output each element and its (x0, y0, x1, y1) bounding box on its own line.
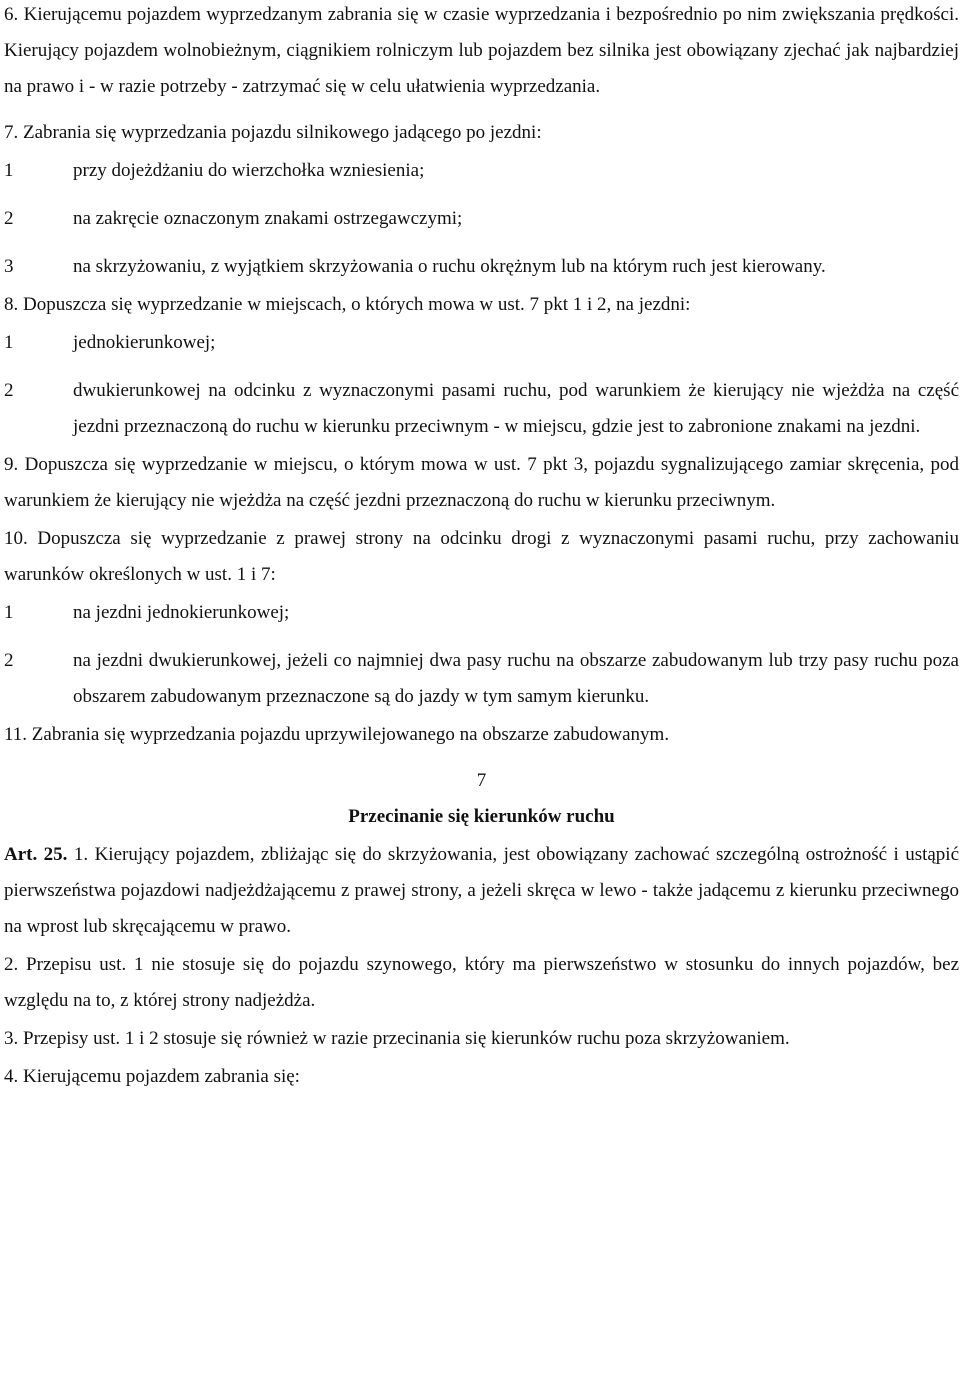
article-25-paragraph-1-text: 1. Kierujący pojazdem, zbliżając się do skrzyżowania, jest obowiązany zachować szczególną ostrożność i ustąpić pierwszeństwa pojazdowi nadjeżdżającemu z prawej strony, a jeżeli skręca w lewo - także jadącemu z kierunku przeciwnego na wprost lub skręcającemu w prawo. (4, 844, 960, 937)
paragraph-8-list (4, 325, 960, 445)
list-item-number: 2 (4, 208, 14, 229)
paragraph-6: 6. Kierującemu pojazdem wyprzedzanym zabrania się w czasie wyprzedzania i bezpośrednio po nim zwiększania prędkości. Kierujący pojazdem wolnobieżnym, ciągnikiem rolniczym lub pojazdem bez silnika jest obowiązany zjechać jak najbardziej na prawo i - w razie potrzeby - zatrzymać się w celu ułatwienia wyprzedzania. (4, 4, 959, 97)
article-25-paragraph-4: 4. Kierującemu pojazdem zabrania się: (4, 1066, 300, 1087)
paragraph-10: 10. Dopuszcza się wyprzedzanie z prawej strony na odcinku drogi z wyznaczonymi pasami ruchu, przy zachowaniu warunków określonych w ust. 1 i 7: (4, 528, 959, 585)
list-item (4, 373, 959, 445)
list-item-text: na zakręcie oznaczonym znakami ostrzegawczymi; (73, 208, 463, 229)
article-label: Art. 25. (4, 844, 68, 865)
list-item-text: na jezdni jednokierunkowej; (73, 602, 290, 623)
list-item-text: na jezdni dwukierunkowej, jeżeli co najmniej dwa pasy ruchu na obszarze zabudowanym lub trzy pasy ruchu poza obszarem zabudowanym przeznaczone są do jazdy w tym samym kierunku. (73, 650, 959, 707)
list-item (4, 249, 959, 285)
paragraph-9: 9. Dopuszcza się wyprzedzanie w miejscu, o którym mowa w ust. 7 pkt 3, pojazdu sygnalizującego zamiar skręcenia, pod warunkiem że kierujący nie wjeżdża na część jezdni przeznaczoną do ruchu w kierunku przeciwnym. (4, 454, 959, 511)
section-number: 7 (476, 770, 487, 791)
paragraph-7: 7. Zabrania się wyprzedzania pojazdu silnikowego jadącego po jezdni: (4, 122, 542, 143)
list-item-text: na skrzyżowaniu, z wyjątkiem skrzyżowania o ruchu okrężnym lub na którym ruch jest kierowany. (73, 256, 826, 277)
list-item-number: 1 (4, 602, 14, 623)
article-25-paragraph-2: 2. Przepisu ust. 1 nie stosuje się do pojazdu szynowego, który ma pierwszeństwo w stosunku do innych pojazdów, bez względu na to, z której strony nadjeżdża. (4, 954, 959, 1011)
list-item (4, 325, 959, 361)
list-item-text: jednokierunkowej; (73, 332, 216, 353)
article-25-paragraph-3: 3. Przepisy ust. 1 i 2 stosuje się również w razie przecinania się kierunków ruchu poza skrzyżowaniem. (4, 1028, 790, 1049)
list-item-text: przy dojeżdżaniu do wierzchołka wzniesienia; (73, 160, 425, 181)
list-item (4, 201, 959, 237)
list-item (4, 643, 959, 715)
list-item-number: 1 (4, 332, 14, 353)
list-item (4, 595, 959, 631)
paragraph-8: 8. Dopuszcza się wyprzedzanie w miejscach, o których mowa w ust. 7 pkt 1 i 2, na jezdni: (4, 294, 691, 315)
list-item-number: 2 (4, 380, 14, 401)
article-25-paragraph-1 (4, 837, 959, 945)
section-title: Przecinanie się kierunków ruchu (348, 806, 615, 827)
paragraph-11: 11. Zabrania się wyprzedzania pojazdu uprzywilejowanego na obszarze zabudowanym. (4, 724, 670, 745)
paragraph-10-list (4, 595, 960, 715)
paragraph-7-list (4, 153, 960, 285)
list-item-number: 2 (4, 650, 14, 671)
list-item (4, 153, 959, 189)
list-item-number: 3 (4, 256, 14, 277)
list-item-text: dwukierunkowej na odcinku z wyznaczonymi pasami ruchu, pod warunkiem że kierujący nie wjeżdża na część jezdni przeznaczoną do ruchu w kierunku przeciwnym - w miejscu, gdzie jest to zabronione znakami na jezdni. (73, 380, 959, 437)
list-item-number: 1 (4, 160, 14, 181)
